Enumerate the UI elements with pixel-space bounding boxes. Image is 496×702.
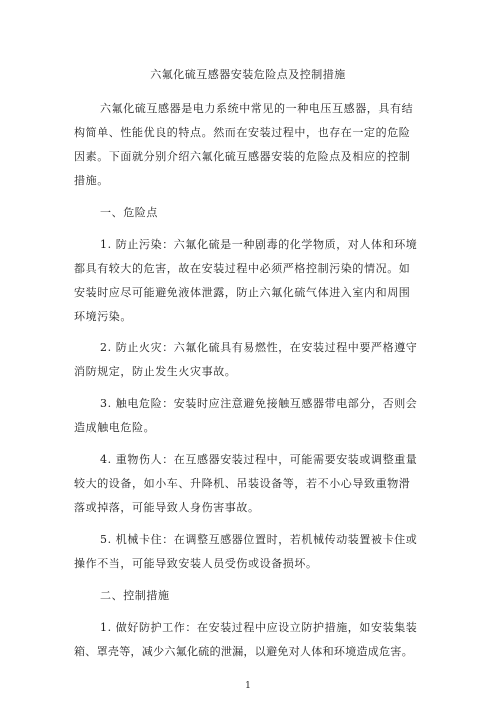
item5-line-2: 操作不当，可能导致安装人员受伤或设备损坏。 — [74, 557, 318, 570]
item1-line-2: 都具有较大的危害，故在安装过程中必须严格控制污染的情况。如 — [74, 262, 411, 275]
item4-line-2: 较大的设备，如小车、升降机、吊装设备等，若不小心导致重物滑 — [74, 477, 411, 490]
intro-line-1: 六氟化硫互感器是电力系统中常见的一种电压互感器，具有结 — [100, 102, 414, 115]
measure1-line-2: 箱、罩壳等，减少六氟化硫的泄漏，以避免对人体和环境造成危害。 — [74, 645, 413, 658]
item4-line-1: 4. 重物伤人：在互感器安装过程中，可能需要安装或调整重量 — [100, 453, 418, 466]
intro-line-2: 构简单、性能优良的特点。然而在安装过程中，也存在一定的危险 — [74, 126, 411, 139]
section-heading-measures: 二、控制措施 — [100, 589, 170, 602]
item2-line-2: 消防规定，防止发生火灾事故。 — [74, 365, 237, 378]
intro-line-3: 因素。下面就分别介绍六氟化硫互感器安装的危险点及相应的控制 — [74, 150, 411, 163]
intro-line-4: 措施。 — [74, 174, 109, 187]
item1-line-4: 环境污染。 — [74, 310, 132, 323]
document-title: 六氟化硫互感器安装危险点及控制措施 — [150, 68, 346, 81]
page-number: 1 — [245, 681, 251, 691]
section-heading-hazards: 一、危险点 — [100, 206, 158, 219]
item1-line-1: 1. 防止污染：六氟化硫是一种剧毒的化学物质，对人体和环境 — [100, 238, 418, 251]
item3-line-2: 造成触电危险。 — [74, 421, 156, 434]
item5-line-1: 5. 机械卡住：在调整互感器位置时，若机械传动装置被卡住或 — [100, 533, 418, 546]
measure1-line-1: 1. 做好防护工作：在安装过程中应设立防护措施，如安装集装 — [100, 621, 418, 634]
item1-line-3: 安装时应尽可能避免液体泄露，防止六氟化硫气体进入室内和周围 — [74, 286, 411, 299]
item2-line-1: 2. 防止火灾：六氟化硫具有易燃性，在安装过程中要严格遵守 — [100, 341, 418, 354]
item3-line-1: 3. 触电危险：安装时应注意避免接触互感器带电部分，否则会 — [100, 397, 418, 410]
item4-line-3: 落或掉落，可能导致人身伤害事故。 — [74, 501, 260, 514]
